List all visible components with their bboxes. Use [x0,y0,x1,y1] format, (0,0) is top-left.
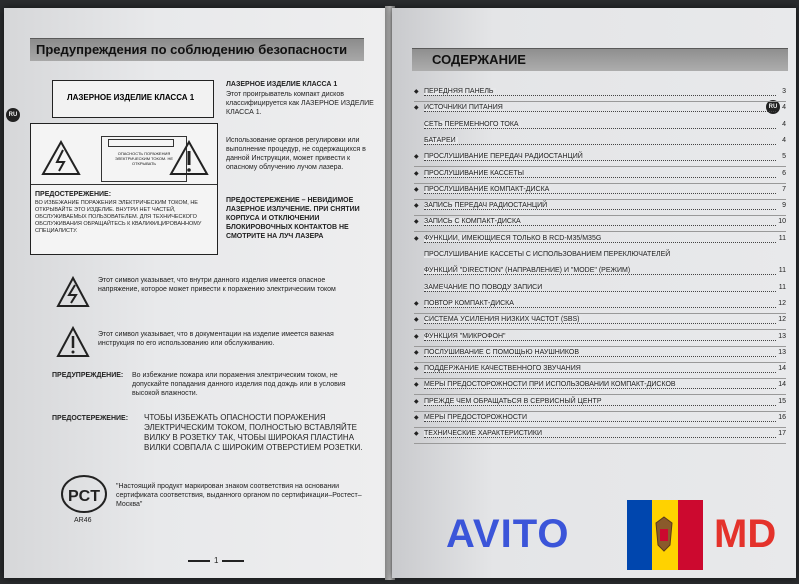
safety-header [30,38,364,61]
toc-row [414,300,786,312]
toc-page: 12 [778,299,786,307]
toc-row [414,218,786,230]
contents-title: СОДЕРЖАНИЕ [432,52,526,67]
cert-text: "Настоящий продукт маркирован знаком соответствия на основании сертификата соответствия, выданного органом по сертификации–Ростест–Москва" [116,483,362,508]
toc-label: СЕТЬ ПЕРЕМЕННОГО ТОКА [424,120,519,128]
toc-row [414,88,786,100]
toc-leader [424,388,776,389]
toc-label: ПЕРЕДНЯЯ ПАНЕЛЬ [424,88,494,95]
toc-leader [424,274,776,275]
toc-row [414,398,786,410]
toc-leader [424,242,776,243]
toc-row [414,251,786,263]
diamond-bullet-icon: ◆ [414,105,419,112]
toc-leader [424,323,776,324]
right-page [392,8,796,578]
cert-code: AR46 [74,517,92,524]
toc-row [414,267,786,279]
toc-label: ПРОСЛУШИВАНИЕ КАССЕТЫ [424,169,524,177]
toc-page: 11 [778,283,786,291]
toc-page: 15 [778,397,786,405]
ru-badge: RU [6,108,20,122]
diamond-bullet-icon: ◆ [414,89,419,95]
toc-page: 4 [782,120,786,128]
toc-page: 16 [778,414,786,421]
diamond-bullet-icon: ◆ [414,415,419,421]
lightning-triangle-icon [41,140,81,176]
toc-leader [424,177,776,178]
warning-text: ВО ИЗБЕЖАНИЕ ПОРАЖЕНИЯ ЭЛЕКТРИЧЕСКИМ ТОКОМ, НЕ ОТКРЫВАЙТЕ ЭТО ИЗДЕЛИЕ. ВНУТРИ НЕТ ЧАСТЕЙ, ОБСЛУЖИВАЕМЫХ ПОЛЬЗОВАТЕЛЕМ. ДЛЯ ТЕХНИЧЕСКОГО ОБСЛУЖИВАНИЯ ОБРАЩАЙТЕСЬ К КВАЛИФИЦИРОВАННОМУ СПЕЦИАЛИСТУ. [35,200,202,234]
diamond-bullet-icon: ◆ [414,317,419,324]
toc-divider [414,427,786,428]
toc-divider [414,411,786,412]
laser-class-box [52,80,214,118]
toc-leader [424,307,776,308]
toc-row [414,316,786,328]
page-title: Предупреждения по соблюдению безопасности [36,42,348,57]
divider [31,184,217,185]
toc-page: 14 [778,381,786,389]
toc-page: 5 [782,153,786,161]
toc-row [414,365,786,377]
toc-leader [424,437,776,438]
toc-label: ПРЕЖДЕ ЧЕМ ОБРАЩАТЬСЯ В СЕРВИСНЫЙ ЦЕНТР [424,397,602,405]
toc-row [414,121,786,133]
toc-page: 12 [778,316,786,324]
fire-text: Во избежание пожара или поражения электрическим током, не допускайте попадания данного изделия под дождь или в условия высокой влажности. [132,372,346,397]
warning-title: ПРЕДОСТЕРЕЖЕНИЕ: [35,191,112,198]
toc-leader [424,225,776,226]
toc-row [414,202,786,214]
toc-page: 11 [778,267,786,275]
diamond-bullet-icon: ◆ [414,219,419,226]
diamond-bullet-icon: ◆ [414,154,419,161]
toc-page: 14 [778,365,786,373]
toc-leader [424,340,776,341]
diamond-bullet-icon: ◆ [414,300,419,307]
toc-divider [414,215,786,216]
toc-leader [424,144,776,145]
toc-leader [424,356,776,357]
toc-row [414,430,786,442]
toc-divider [414,329,786,330]
toc-page: 13 [778,332,786,340]
toc-label: ФУНКЦИЙ "DIRECTION" (НАПРАВЛЕНИЕ) И "MODE" (РЕЖИМ) [424,267,631,275]
toc-label: СИСТЕМА УСИЛЕНИЯ НИЗКИХ ЧАСТОТ (SBS) [424,316,580,324]
toc-page: 4 [782,136,786,144]
plug-label: ПРЕДОСТЕРЕЖЕНИЕ: [52,415,129,422]
toc-leader [424,405,776,406]
diamond-bullet-icon: ◆ [414,170,419,177]
toc-label: ФУНКЦИЯ "МИКРОФОН" [424,332,506,340]
toc-divider [414,183,786,184]
toc-label: ЗАПИСЬ ПЕРЕДАЧ РАДИОСТАНЦИЙ [424,202,548,210]
laser-class-box-text: ЛАЗЕРНОЕ ИЗДЕЛИЕ КЛАССА 1 [67,93,195,102]
toc-label: БАТАРЕИ [424,136,456,144]
toc-divider [414,199,786,200]
diamond-bullet-icon: ◆ [414,186,419,193]
moldova-flag-icon [627,500,703,570]
symbol2-text: Этот символ указывает, что в документации на изделие имеется важная инструкция по его использованию или обслуживанию. [98,331,334,347]
lightning-symbol-icon [56,276,90,308]
laser-title: ЛАЗЕРНОЕ ИЗДЕЛИЕ КЛАССА 1 [226,81,338,88]
exclamation-symbol-icon [56,326,90,358]
caution-label-text: ОПАСНОСТЬ ПОРАЖЕНИЯ ЭЛЕКТРИЧЕСКИМ ТОКОМ. НЕ ОТКРЫВАТЬ [114,151,174,166]
md-watermark: MD [714,512,777,556]
toc-label: ТЕХНИЧЕСКИЕ ХАРАКТЕРИСТИКИ [424,430,542,438]
toc-leader [424,372,776,373]
toc-divider [414,362,786,363]
diamond-bullet-icon: ◆ [414,333,419,340]
toc-label: ИСТОЧНИКИ ПИТАНИЯ [424,104,503,112]
toc-row [414,414,786,426]
toc-page: 10 [778,218,786,226]
controls-text: Использование органов регулировки или выполнение процедур, не содержащихся в данной Инструкции, может привести к опасному облучению лучом лазера. [226,137,366,171]
toc-leader [424,95,776,96]
toc-row [414,235,786,247]
toc-row [414,170,786,182]
toc-leader [424,291,776,292]
rostest-cert-logo [60,474,108,514]
toc-page: 3 [782,88,786,95]
toc-page: 6 [782,169,786,177]
toc-label: ФУНКЦИИ, ИМЕЮЩИЕСЯ ТОЛЬКО В RCD-M35/M35G [424,234,602,242]
diamond-bullet-icon: ◆ [414,349,419,356]
svg-text:PCT: PCT [68,488,100,505]
left-page [4,8,388,578]
toc-row [414,333,786,345]
toc-row [414,284,786,296]
warning-box [30,123,218,255]
diamond-bullet-icon: ◆ [414,366,419,373]
toc-divider [414,378,786,379]
diamond-bullet-icon: ◆ [414,235,419,242]
diamond-bullet-icon: ◆ [414,203,419,210]
toc-label: МЕРЫ ПРЕДОСТОРОЖНОСТИ ПРИ ИСПОЛЬЗОВАНИИ КОМПАКТ-ДИСКОВ [424,381,676,389]
radiation-text: ПРЕДОСТЕРЕЖЕНИЕ – НЕВИДИМОЕ ЛАЗЕРНОЕ ИЗЛУЧЕНИЕ. ПРИ СНЯТИИ КОРПУСА И ОТКЛЮЧЕНИИ БЛОКИРОВОЧНЫХ КОНТАКТОВ НЕ СМОТРИТЕ НА ЛУЧ ЛАЗЕРА [226,197,360,240]
toc-leader [424,160,776,161]
toc-page: 9 [782,202,786,210]
diamond-bullet-icon: ◆ [414,398,419,405]
symbol1-text: Этот символ указывает, что внутри данного изделия имеется опасное напряжение, которое может привести к поражению электрическим током [98,277,336,293]
toc-label: ПОДДЕРЖАНИЕ КАЧЕСТВЕННОГО ЗВУЧАНИЯ [424,365,581,373]
toc-divider [414,166,786,167]
toc-divider [414,394,786,395]
toc-divider [414,231,786,232]
toc-row [414,137,786,149]
toc-label: ПРОСЛУШИВАНИЕ КОМПАКТ-ДИСКА [424,185,550,193]
toc-page: 13 [778,348,786,356]
contents-header [412,48,788,71]
toc-page: 7 [782,185,786,193]
toc-label: ПОВТОР КОМПАКТ-ДИСКА [424,299,514,307]
toc-divider [414,346,786,347]
toc-leader [424,193,776,194]
toc-divider [414,443,786,444]
toc-label: ПОСЛУШИВАНИЕ С ПОМОЩЬЮ НАУШНИКОВ [424,348,579,356]
plug-text: ЧТОБЫ ИЗБЕЖАТЬ ОПАСНОСТИ ПОРАЖЕНИЯ ЭЛЕКТРИЧЕСКИМ ТОКОМ, ПОЛНОСТЬЮ ВСТАВЛЯЙТЕ ВИЛКУ В РОЗЕТКУ ТАК, ЧТОБЫ ШИРОКАЯ ПЛАСТИНА ВИЛКИ СОВПАЛА С ШИРОКИМ ОТВЕРСТИЕМ РОЗЕТКИ. [144,413,363,452]
toc-row [414,104,786,116]
toc-page: 11 [778,234,786,242]
toc-label: ПРОСЛУШИВАНИЕ ПЕРЕДАЧ РАДИОСТАНЦИЙ [424,153,583,161]
toc-row [414,349,786,361]
toc-row [414,153,786,165]
toc-leader [424,128,776,129]
laser-text: Этот проигрыватель компакт дисков классифицируется как ЛАЗЕРНОЕ ИЗДЕЛИЕ КЛАССА 1. [226,91,374,116]
toc-divider [414,101,786,102]
toc-leader [424,209,776,210]
toc-row [414,186,786,198]
toc-label: ЗАПИСЬ С КОМПАКТ-ДИСКА [424,218,521,226]
toc-label: ПРОСЛУШИВАНИЕ КАССЕТЫ С ИСПОЛЬЗОВАНИЕМ ПЕРЕКЛЮЧАТЕЛЕЙ [424,251,671,258]
toc-leader [424,421,776,422]
page-number: 1 [184,556,248,565]
avito-watermark: AVITO [446,512,570,556]
coat-of-arms-icon [652,515,677,555]
fire-label: ПРЕДУПРЕЖДЕНИЕ: [52,372,124,379]
toc-page: 17 [778,430,786,438]
toc-label: МЕРЫ ПРЕДОСТОРОЖНОСТИ [424,414,527,421]
toc-label: ЗАМЕЧАНИЕ ПО ПОВОДУ ЗАПИСИ [424,283,543,291]
ru-badge: RU [766,100,780,114]
toc-divider [414,313,786,314]
exclamation-triangle-icon [169,140,209,176]
toc-page: 4 [782,104,786,112]
toc-row [414,381,786,393]
diamond-bullet-icon: ◆ [414,431,419,438]
toc-leader [424,111,776,112]
diamond-bullet-icon: ◆ [414,382,419,389]
